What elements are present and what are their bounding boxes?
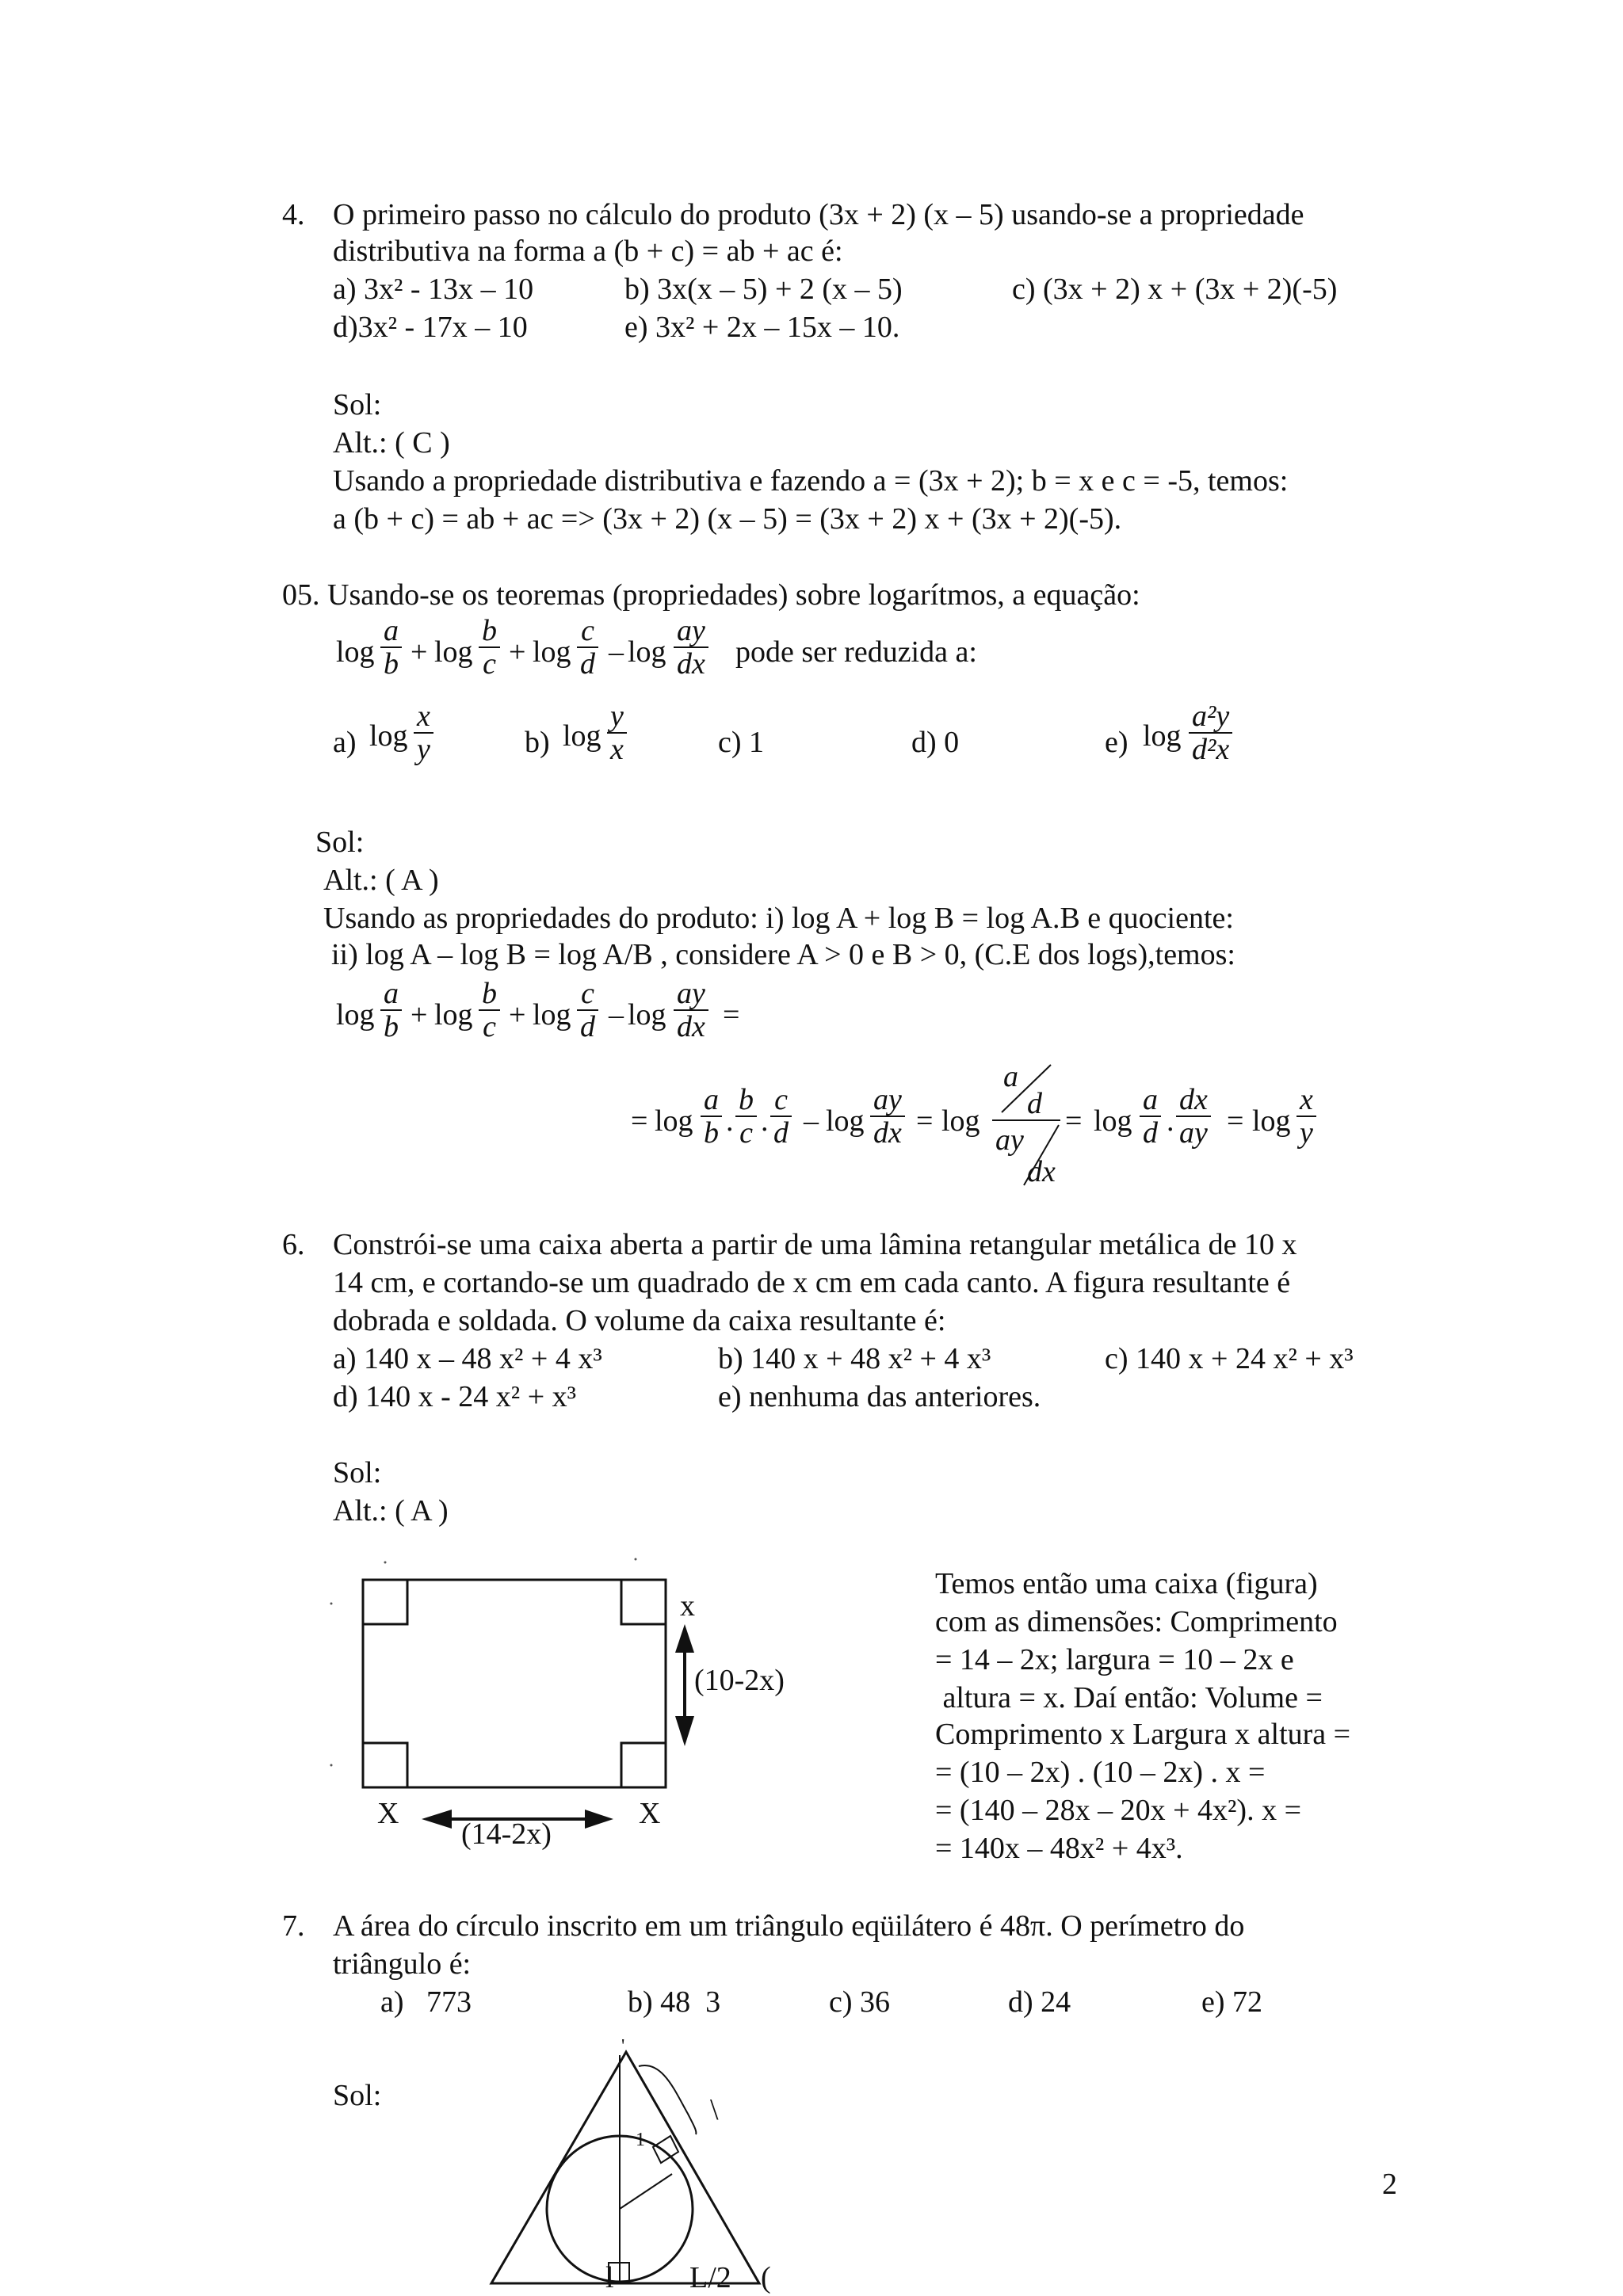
q6-option-e: e) nenhuma das anteriores. (718, 1380, 1041, 1413)
q5-eq-minus: – (609, 635, 624, 669)
q5-sol-label: Sol: (315, 826, 365, 859)
q5-sol2-log3: log (941, 1104, 980, 1138)
q5-sol2-dot2: . (761, 1104, 769, 1138)
q5-answer: Alt.: ( A ) (323, 864, 439, 897)
q5-sol-plus2: + (509, 998, 526, 1032)
q5-sol-plus1: + (411, 998, 428, 1032)
numerator: c (577, 978, 598, 1011)
q6-corner-square-tl (363, 1580, 407, 1624)
q5-sol2-equals2: = (916, 1104, 934, 1138)
q7-fig-corner-label: ( (761, 2261, 771, 2294)
q7-fig-brace-label: \ (710, 2093, 719, 2126)
q7-option-b: b) 48 3 (628, 1985, 721, 2019)
q5-option-a-log: log (369, 719, 408, 753)
denominator: dx (677, 647, 705, 681)
q6-text-line7: = (140 – 28x – 20x + 4x²). x = (935, 1794, 1301, 1827)
q7-option-c: c) 36 (829, 1985, 891, 2019)
denominator: c (483, 1010, 496, 1043)
q5-sol2-compound-dx: dx (1027, 1155, 1056, 1188)
numerator: ay (870, 1084, 905, 1117)
q5-eq-plus1: + (411, 635, 428, 669)
numerator: x (414, 700, 433, 734)
denominator: d²x (1192, 733, 1230, 766)
q7-triangle-figure (491, 2052, 759, 2283)
q5-sol2-minus: – (804, 1104, 819, 1138)
q6-fig-height-label: (10-2x) (694, 1664, 785, 1697)
numerator: a (380, 978, 402, 1011)
q5-eq-log2: log (434, 635, 473, 669)
q4-explanation-line1: Usando a propriedade distributiva e fazendo a = (3x + 2); b = x e c = -5, temos: (333, 464, 1289, 498)
q5-eq-log1: log (336, 635, 375, 669)
q5-sol2-log2: log (826, 1104, 865, 1138)
q5-sol2-compound-ay: ay (995, 1123, 1024, 1157)
q6-text-line2: com as dimensões: Comprimento (935, 1605, 1338, 1638)
numerator: b (735, 1084, 757, 1117)
denominator: dx (873, 1116, 902, 1150)
q5-option-e: e) (1105, 726, 1128, 759)
denominator: b (384, 1010, 399, 1043)
q6-option-c: c) 140 x + 24 x² + x³ (1105, 1342, 1354, 1375)
q5-reduce-text: pode ser reduzida a: (735, 635, 977, 669)
q6-dot (330, 1603, 333, 1605)
q5-option-a: a) (333, 726, 357, 759)
q6-dot (635, 1558, 637, 1561)
q6-dot (330, 1764, 333, 1767)
q7-right-angle-tangent (653, 2136, 678, 2163)
q6-option-a: a) 140 x – 48 x² + 4 x³ (333, 1342, 602, 1375)
q5-sol-log4: log (628, 998, 666, 1032)
q7-statement-line2: triângulo é: (333, 1947, 472, 1981)
q5-statement: 05. Usando-se os teoremas (propriedades) sobre logarítmos, a equação: (282, 578, 1140, 612)
q7-number: 7. (282, 1909, 305, 1943)
q5-compound-slash-bottom (1024, 1125, 1059, 1185)
numerator: x (1296, 1084, 1316, 1117)
q5-compound-slash-top (1002, 1065, 1051, 1112)
q5-sol2-equals4: = (1227, 1104, 1244, 1138)
numerator: ay (674, 615, 708, 648)
q7-equilateral-triangle (491, 2052, 759, 2283)
q6-text-line8: = 140x – 48x² + 4x³. (935, 1832, 1183, 1865)
q6-answer: Alt.: ( A ) (333, 1494, 449, 1527)
numerator: a (701, 1084, 722, 1117)
q5-sol2-log1: log (655, 1104, 693, 1138)
q6-fig-width-label: (14-2x) (461, 1817, 552, 1851)
denominator: c (483, 647, 496, 681)
q4-number: 4. (282, 198, 305, 231)
q6-statement-line1: Constrói-se uma caixa aberta a partir de uma lâmina retangular metálica de 10 x (333, 1228, 1297, 1261)
q6-text-line5: Comprimento x Largura x altura = (935, 1718, 1351, 1751)
q5-option-c: c) 1 (718, 726, 765, 759)
denominator: x (610, 733, 624, 766)
q7-statement-line1: A área do círculo inscrito em um triângulo eqüilátero é 48π. O perímetro do (333, 1909, 1245, 1943)
q6-number: 6. (282, 1228, 305, 1261)
q5-sol2-compound-d: d (1027, 1087, 1042, 1120)
q5-sol2-log5: log (1252, 1104, 1291, 1138)
denominator: y (417, 733, 430, 766)
numerator: y (607, 700, 627, 734)
q5-option-e-log: log (1143, 719, 1182, 753)
denominator: d (580, 647, 595, 681)
q6-corner-square-br (621, 1743, 666, 1787)
q6-height-arrow-head-up (675, 1624, 694, 1653)
q4-option-e: e) 3x² + 2x – 15x – 10. (624, 311, 900, 344)
denominator: d (773, 1116, 789, 1150)
numerator: a²y (1189, 700, 1232, 734)
denominator: y (1300, 1116, 1313, 1150)
numerator: b (479, 615, 500, 648)
q5-option-b-log: log (563, 719, 601, 753)
q4-answer: Alt.: ( C ) (333, 426, 450, 460)
q5-eq-log4: log (628, 635, 666, 669)
q6-fig-x-top: x (680, 1589, 695, 1623)
q6-width-arrow-head-right (585, 1810, 613, 1829)
q6-box-figure (330, 1558, 695, 1829)
q5-sol2-equals3: = (1065, 1104, 1083, 1138)
q6-width-arrow-head-left (422, 1810, 452, 1829)
q6-corner-square-tr (621, 1580, 666, 1624)
q7-fig-top-mark: ' (621, 2036, 625, 2057)
q7-sol-label: Sol: (333, 2079, 382, 2112)
q6-fig-x-left: X (377, 1797, 399, 1830)
q4-option-b: b) 3x(x – 5) + 2 (x – 5) (624, 273, 903, 306)
numerator: b (479, 978, 500, 1011)
q6-statement-line2: 14 cm, e cortando-se um quadrado de x cm em cada canto. A figura resultante é (333, 1266, 1291, 1299)
numerator: c (770, 1084, 792, 1117)
q6-statement-line3: dobrada e soldada. O volume da caixa resultante é: (333, 1304, 946, 1337)
q7-option-d: d) 24 (1008, 1985, 1071, 2019)
denominator: d (580, 1010, 595, 1043)
q7-fig-half-side-label: L/2 (689, 2261, 731, 2294)
q5-sol2-equals: = (631, 1104, 648, 1138)
q6-text-line6: = (10 – 2x) . (10 – 2x) . x = (935, 1756, 1266, 1789)
q5-sol2-dot3: . (1167, 1104, 1174, 1138)
q4-option-a: a) 3x² - 13x – 10 (333, 273, 534, 306)
q5-eq-log3: log (533, 635, 571, 669)
q5-sol-log3: log (533, 998, 571, 1032)
q4-option-c: c) (3x + 2) x + (3x + 2)(-5) (1012, 273, 1338, 306)
q7-fig-bottom-left-label: l (605, 2261, 614, 2294)
numerator: ay (674, 978, 708, 1011)
denominator: c (739, 1116, 753, 1150)
denominator: ay (1179, 1116, 1208, 1150)
numerator: a (1140, 1084, 1161, 1117)
q6-text-line1: Temos então uma caixa (figura) (935, 1567, 1318, 1600)
q4-explanation-line2: a (b + c) = ab + ac => (3x + 2) (x – 5) = (3x + 2) x + (3x + 2)(-5). (333, 502, 1122, 536)
numerator: dx (1176, 1084, 1211, 1117)
q6-corner-square-bl (363, 1743, 407, 1787)
q7-fig-radius-label: 1 (636, 2130, 645, 2150)
q6-text-line3: = 14 – 2x; largura = 10 – 2x e (935, 1643, 1294, 1676)
q5-sol2-dot1: . (726, 1104, 734, 1138)
denominator: dx (677, 1010, 705, 1043)
q4-option-d: d)3x² - 17x – 10 (333, 311, 528, 344)
q6-sol-label: Sol: (333, 1456, 382, 1489)
q5-sol-equals1: = (723, 998, 740, 1032)
q5-sol2-compound-a: a (1003, 1060, 1018, 1093)
denominator: d (1143, 1116, 1158, 1150)
q6-height-arrow-head-down (675, 1716, 694, 1746)
q7-radius-line (620, 2174, 672, 2209)
q4-sol-label: Sol: (333, 388, 382, 421)
q5-option-b: b) (525, 726, 550, 759)
numerator: a (380, 615, 402, 648)
q4-statement-line1: O primeiro passo no cálculo do produto (3x + 2) (x – 5) usando-se a propriedade (333, 198, 1304, 231)
q5-sol2-log4: log (1094, 1104, 1132, 1138)
q5-explanation-line1: Usando as propriedades do produto: i) log A + log B = log A.B e quociente: (323, 902, 1234, 935)
q4-statement-line2: distributiva na forma a (b + c) = ab + ac é: (333, 235, 843, 268)
q5-sol-log1: log (336, 998, 375, 1032)
q5-option-d: d) 0 (911, 726, 960, 759)
q5-eq-plus2: + (509, 635, 526, 669)
q5-sol-minus: – (609, 998, 624, 1032)
q7-option-e: e) 72 (1201, 1985, 1263, 2019)
q6-option-d: d) 140 x - 24 x² + x³ (333, 1380, 577, 1413)
q6-text-line4: altura = x. Daí então: Volume = (935, 1681, 1323, 1714)
q7-option-a: a) 773 (380, 1985, 472, 2019)
denominator: b (704, 1116, 719, 1150)
q6-option-b: b) 140 x + 48 x² + 4 x³ (718, 1342, 991, 1375)
q5-explanation-line2: ii) log A – log B = log A/B , considere A > 0 e B > 0, (C.E dos logs),temos: (331, 938, 1235, 971)
page-number: 2 (1382, 2168, 1397, 2201)
q6-fig-x-right: X (639, 1797, 661, 1830)
q5-sol-log2: log (434, 998, 473, 1032)
denominator: b (384, 647, 399, 681)
numerator: c (577, 615, 598, 648)
q6-dot (384, 1562, 387, 1564)
